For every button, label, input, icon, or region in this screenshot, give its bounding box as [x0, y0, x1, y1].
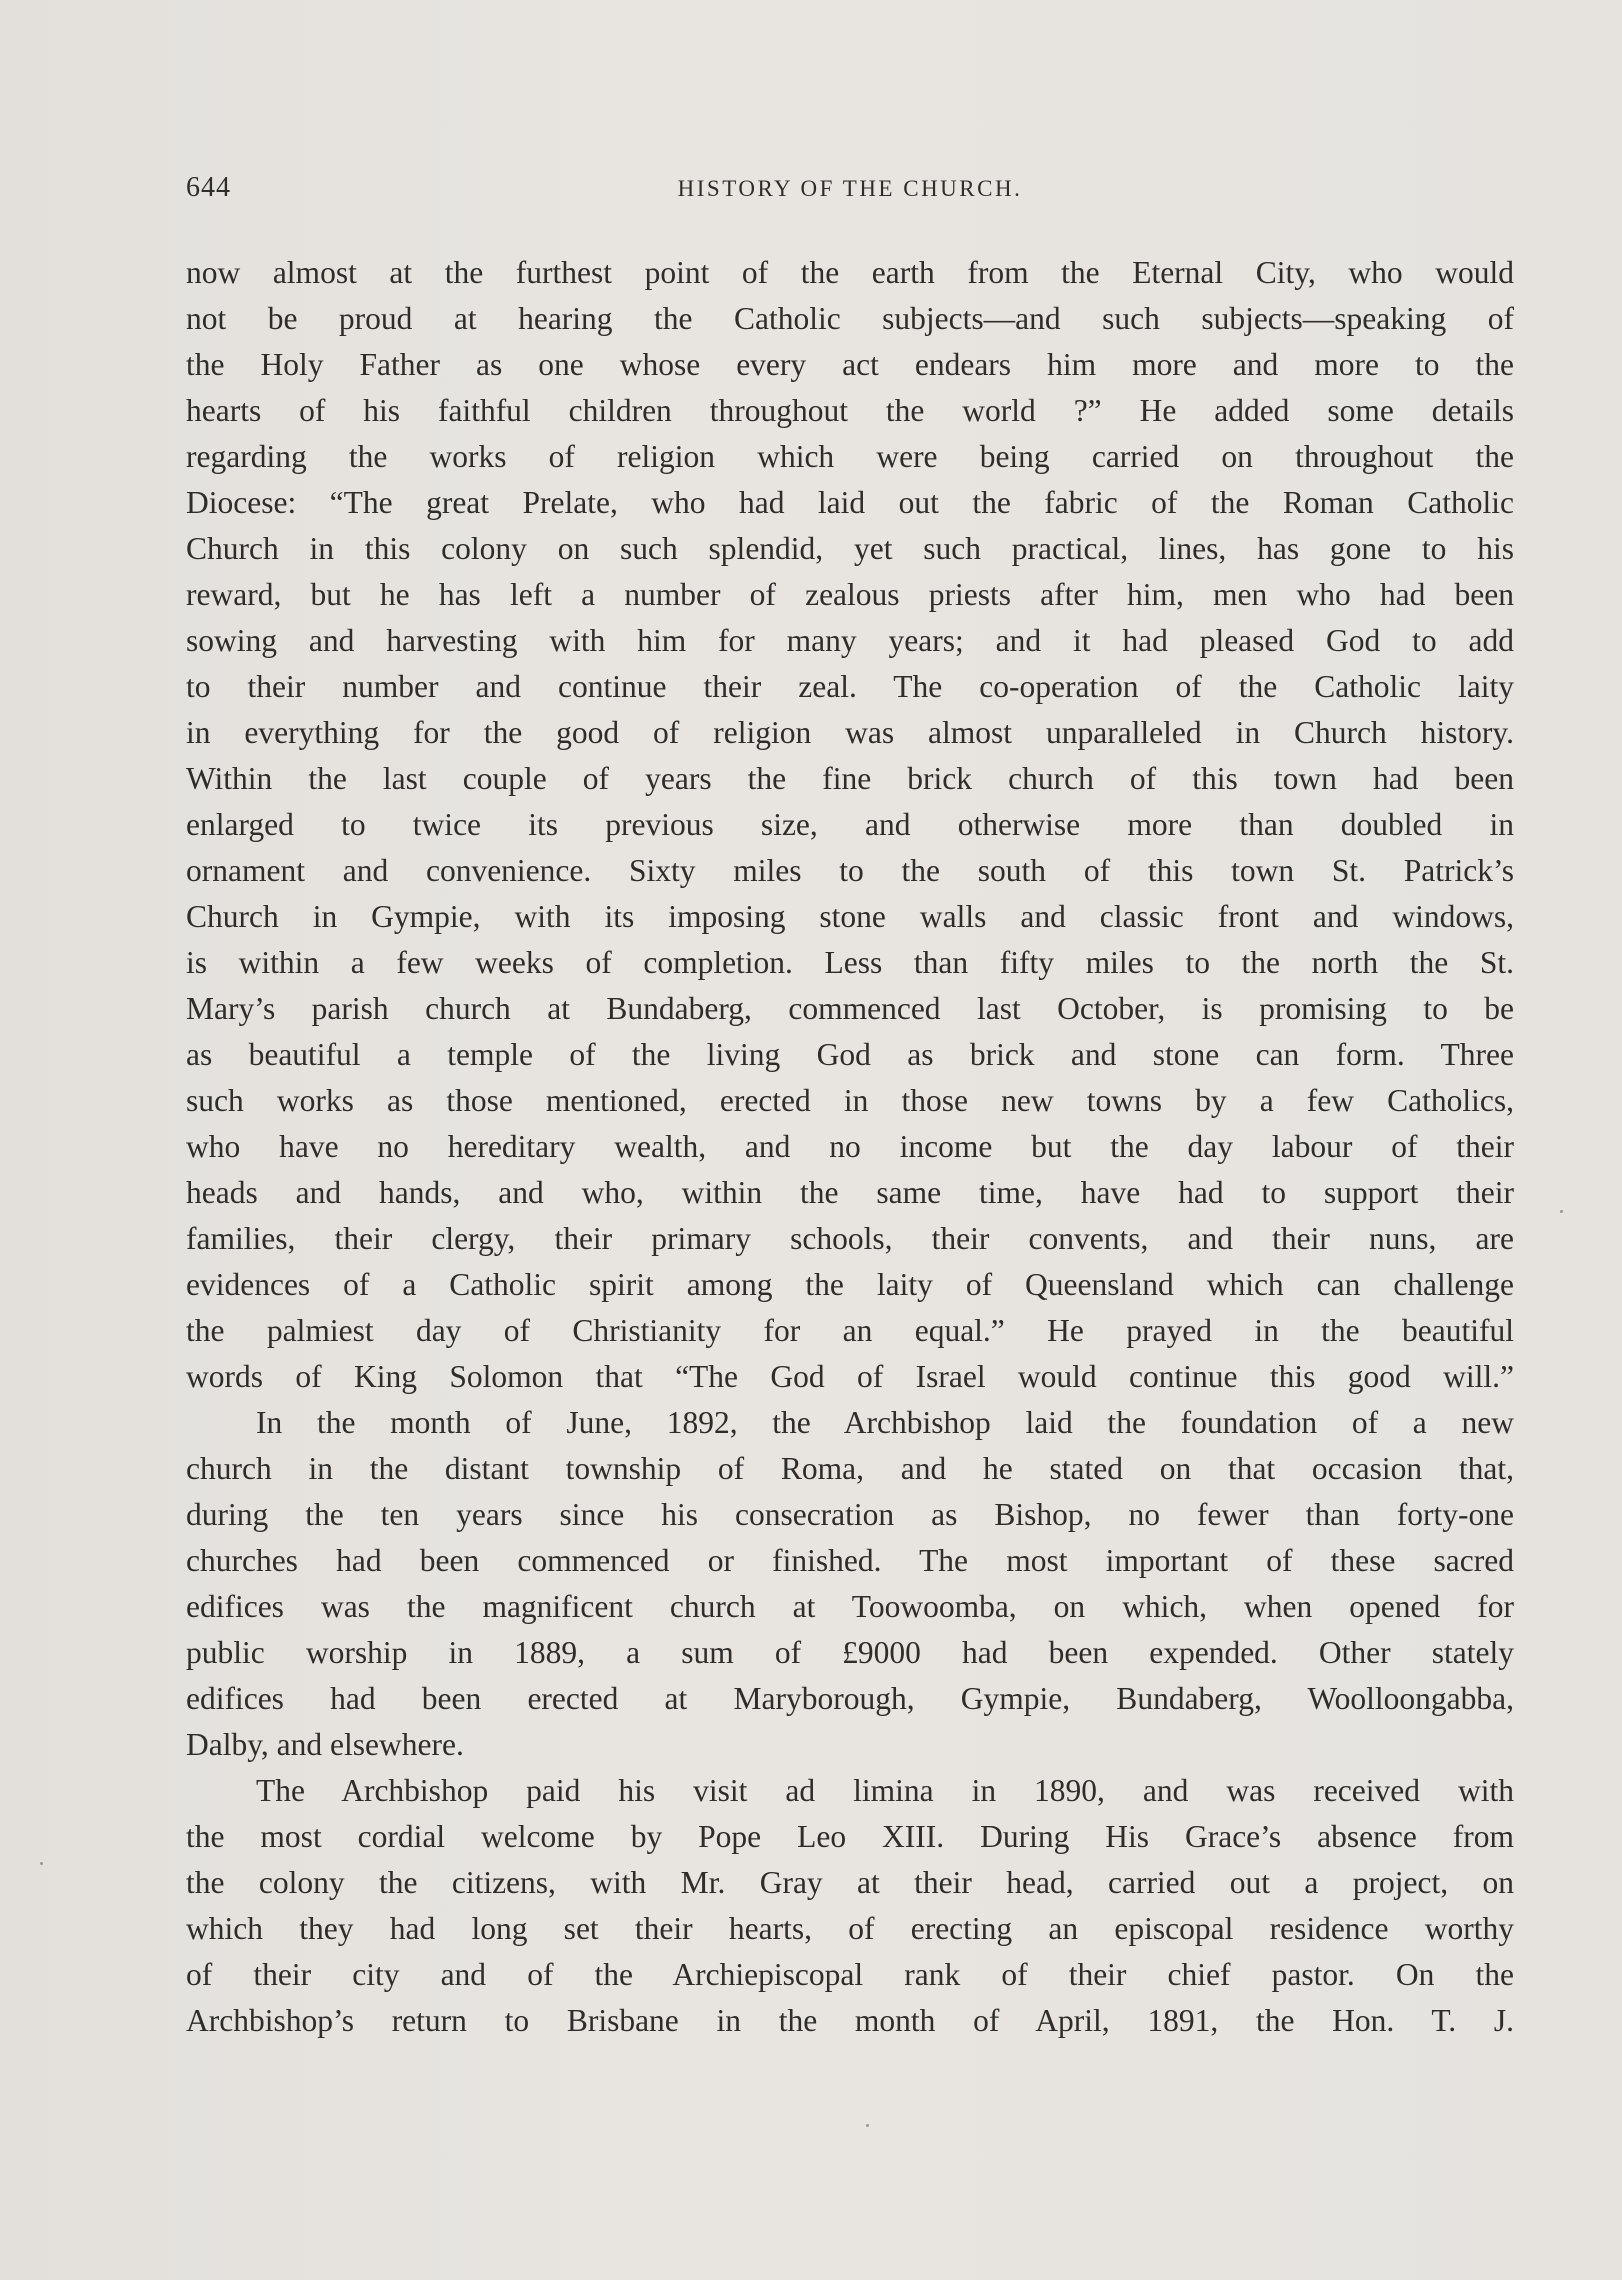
text-line: the colony the citizens, with Mr. Gray at their head, carried out a project, on — [186, 1865, 1514, 1900]
text-line: the Holy Father as one whose every act endears him more and more to the — [186, 347, 1514, 382]
text-line: the palmiest day of Christianity for an equal.” He prayed in the beautiful — [186, 1313, 1514, 1348]
text-line: edifices had been erected at Maryborough, Gympie, Bundaberg, Woolloongabba, — [186, 1681, 1514, 1716]
text-line: edifices was the magnificent church at Toowoomba, on which, when opened for — [186, 1589, 1514, 1624]
text-line: Diocese: “The great Prelate, who had laid out the fabric of the Roman Catholic — [186, 485, 1514, 520]
text-line: hearts of his faithful children throughout the world ?” He added some details — [186, 393, 1514, 428]
text-line: Archbishop’s return to Brisbane in the month of April, 1891, the Hon. T. J. — [186, 2003, 1514, 2038]
text-line: families, their clergy, their primary schools, their convents, and their nuns, are — [186, 1221, 1514, 1256]
text-line: churches had been commenced or finished. The most important of these sacred — [186, 1543, 1514, 1578]
text-line: sowing and harvesting with him for many years; and it had pleased God to add — [186, 623, 1514, 658]
paper-speck — [866, 2124, 869, 2127]
page-number: 644 — [186, 172, 231, 203]
text-line: Mary’s parish church at Bundaberg, commenced last October, is promising to be — [186, 991, 1514, 1026]
text-line: in everything for the good of religion was almost unparalleled in Church history. — [186, 715, 1514, 750]
paper-speck — [40, 1862, 43, 1865]
text-line: heads and hands, and who, within the same time, have had to support their — [186, 1175, 1514, 1210]
text-line: to their number and continue their zeal. The co-operation of the Catholic laity — [186, 669, 1514, 704]
text-line: ornament and convenience. Sixty miles to the south of this town St. Patrick’s — [186, 853, 1514, 888]
text-line: the most cordial welcome by Pope Leo XIII. During His Grace’s absence from — [186, 1819, 1514, 1854]
text-line: who have no hereditary wealth, and no income but the day labour of their — [186, 1129, 1514, 1164]
paragraph-start-line: The Archbishop paid his visit ad limina in 1890, and was received with — [256, 1773, 1514, 1808]
text-line: Church in Gympie, with its imposing stone walls and classic front and windows, — [186, 899, 1514, 934]
text-line: during the ten years since his consecration as Bishop, no fewer than forty-one — [186, 1497, 1514, 1532]
text-line: reward, but he has left a number of zealous priests after him, men who had been — [186, 577, 1514, 612]
text-line: evidences of a Catholic spirit among the laity of Queensland which can challenge — [186, 1267, 1514, 1302]
text-line: of their city and of the Archiepiscopal rank of their chief pastor. On the — [186, 1957, 1514, 1992]
paragraph-start-line: In the month of June, 1892, the Archbishop laid the foundation of a new — [256, 1405, 1514, 1440]
text-line: words of King Solomon that “The God of Israel would continue this good will.” — [186, 1359, 1514, 1394]
text-line: such works as those mentioned, erected in those new towns by a few Catholics, — [186, 1083, 1514, 1118]
body-text — [186, 250, 1514, 2044]
page-header — [186, 172, 1514, 212]
text-line: not be proud at hearing the Catholic subjects—and such subjects—speaking of — [186, 301, 1514, 336]
text-line: Within the last couple of years the fine brick church of this town had been — [186, 761, 1514, 796]
text-line: church in the distant township of Roma, and he stated on that occasion that, — [186, 1451, 1514, 1486]
running-head: HISTORY OF THE CHURCH. — [677, 176, 1023, 201]
text-line: now almost at the furthest point of the earth from the Eternal City, who would — [186, 255, 1514, 290]
text-line: regarding the works of religion which were being carried on throughout the — [186, 439, 1514, 474]
text-line: is within a few weeks of completion. Less than fifty miles to the north the St. — [186, 945, 1514, 980]
text-line: as beautiful a temple of the living God as brick and stone can form. Three — [186, 1037, 1514, 1072]
text-line: public worship in 1889, a sum of £9000 had been expended. Other stately — [186, 1635, 1514, 1670]
paragraph-end-line: Dalby, and elsewhere. — [186, 1727, 464, 1762]
text-line: Church in this colony on such splendid, yet such practical, lines, has gone to his — [186, 531, 1514, 566]
paper-speck — [1560, 1210, 1563, 1213]
text-line: enlarged to twice its previous size, and otherwise more than doubled in — [186, 807, 1514, 842]
text-line: which they had long set their hearts, of erecting an episcopal residence worthy — [186, 1911, 1514, 1946]
